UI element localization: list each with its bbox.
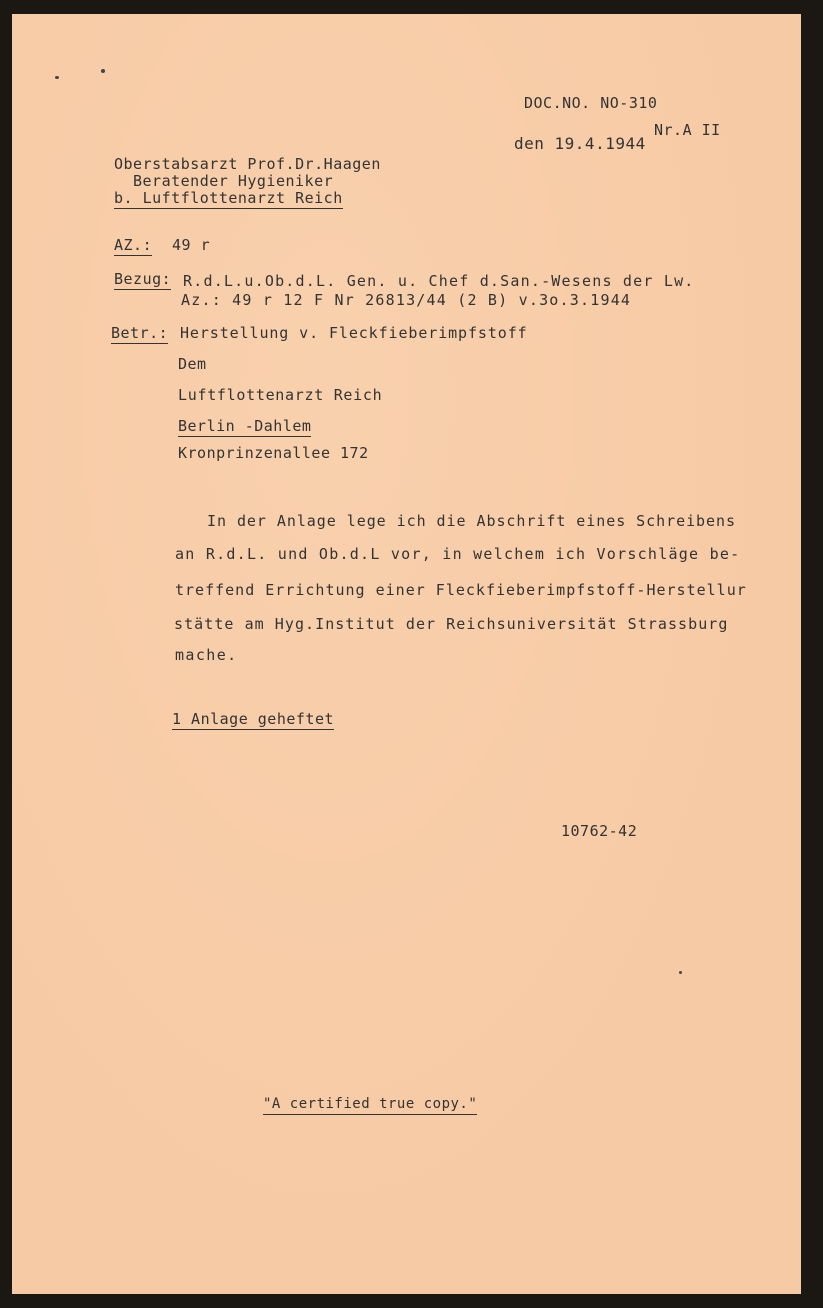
body-text-line: In der Anlage lege ich die Abschrift eines Schreibens xyxy=(207,512,736,530)
recipient-street: Kronprinzenallee 172 xyxy=(178,444,369,462)
ink-mark xyxy=(55,76,59,79)
body-text-line: treffend Errichtung einer Fleckfieberimpfstoff-Herstellur xyxy=(175,581,747,599)
document-page xyxy=(12,14,801,1294)
doc-number: DOC.NO. NO-310 xyxy=(524,94,658,112)
recipient-line-1: Dem xyxy=(178,355,207,373)
recipient-city: Berlin -Dahlem xyxy=(178,417,312,435)
az-label: AZ.: xyxy=(114,236,153,254)
reference-number: Nr.A II xyxy=(654,121,721,139)
bezug-label: Bezug: xyxy=(114,270,172,288)
sender-title: Beratender Hygieniker xyxy=(133,172,334,190)
ink-mark xyxy=(101,69,105,73)
document-date: den 19.4.1944 xyxy=(514,134,646,153)
certification-stamp: "A certified true copy." xyxy=(263,1095,477,1115)
enclosure-note: 1 Anlage geheftet xyxy=(172,710,335,728)
file-number: 10762-42 xyxy=(561,822,638,840)
bezug-line-1: R.d.L.u.Ob.d.L. Gen. u. Chef d.San.-Wesens der Lw. xyxy=(183,272,695,290)
sender-name: Oberstabsarzt Prof.Dr.Haagen xyxy=(114,155,381,173)
body-text-line: mache. xyxy=(175,646,238,664)
sender-office: b. Luftflottenarzt Reich xyxy=(114,189,343,207)
ink-speck xyxy=(679,971,682,974)
az-value: 49 r xyxy=(172,236,211,254)
betr-label: Betr.: xyxy=(111,324,169,342)
recipient-line-2: Luftflottenarzt Reich xyxy=(178,386,383,404)
bezug-line-2: Az.: 49 r 12 F Nr 26813/44 (2 B) v.3o.3.1944 xyxy=(181,291,632,309)
body-text-line: an R.d.L. und Ob.d.L vor, in welchem ich Vorschläge be- xyxy=(175,545,741,563)
betr-value: Herstellung v. Fleckfieberimpfstoff xyxy=(180,324,528,342)
body-text-line: stätte am Hyg.Institut der Reichsuniversität Strassburg xyxy=(174,615,729,633)
